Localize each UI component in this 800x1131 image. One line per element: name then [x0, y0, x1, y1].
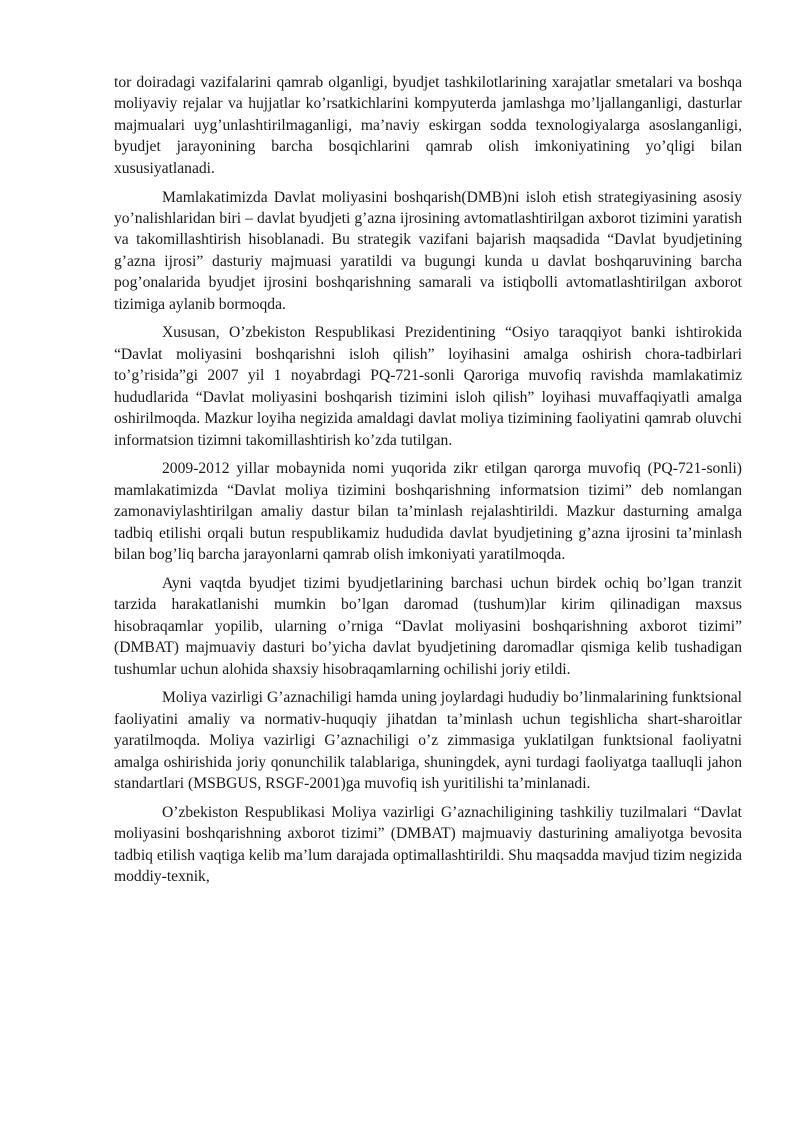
paragraph-continued: tor doiradagi vazifalarini qamrab olganligi, byudjet tashkilotlarining xarajatlar smetalari va boshqa moliyaviy rejalar va hujjatlar ko’rsatkichlarini kompyuterda jamlashga mo’ljallanganligi, dasturlar majmualari uyg’unlashtirilmaganligi, ma’naviy eskirgan sodda texnologiyalarga asoslanganligi, byudjet jarayonining barcha bosqichlarini qamrab olish imkoniyatining yo’qligi bilan xususiyatlanadi.	[114, 74, 742, 177]
paragraph: Moliya vazirligi G’aznachiligi hamda uning joylardagi hududiy bo’linmalarining funktsional faoliyatini amaliy va normativ-huquqiy jihatdan ta’minlash uchun tegishlicha shart-sharoitlar yaratilmoqda. Moliya vazirligi G’aznachiligi o’z zimmasiga yuklatilgan funktsional faoliyatni amalga oshirishida joriy qonunchilik talablariga, shuningdek, ayni turdagi faoliyatga taalluqli jahon standartlari (MSBGUS, RSGF-2001)ga muvofiq ish yuritilishi ta’minlanadi.	[114, 689, 742, 793]
paragraph: Mamlakatimizda Davlat moliyasini boshqarish(DMB)ni isloh etish strategiyasining asosiy yo’nalishlaridan biri – davlat byudjeti g’azna ijrosining avtomatlashtirilgan axborot tizimini yaratish va takomillashtirish hisoblanadi. Bu strategik vazifani bajarish maqsadida “Davlat byudjetining g’azna ijrosi” dasturiy majmuasi yaratildi va bugungi kunda u davlat boshqaruvining barcha pog’onalarida byudjet ijrosini boshqarishning samarali va istiqbolli avtomatlashtirilgan axborot tizimiga aylanib bormoqda.	[114, 188, 742, 313]
document-page	[114, 72, 742, 895]
paragraph: Xususan, O’zbekiston Respublikasi Prezidentining “Osiyo taraqqiyot banki ishtirokida “Davlat moliyasini boshqarishni isloh qilish” loyihasini amalga oshirish chora-tadbirlari to’g’risida”gi 2007 yil 1 noyabrdagi PQ-721-sonli Qaroriga muvofiq ravishda mamlakatimiz hududlarida “Davlat moliyasini boshqarish tizimini isloh qilish” loyihasi muvaffaqiyatli amalga oshirilmoqda. Mazkur loyiha negizida amaldagi davlat moliya tizimining faoliyatini qamrab oluvchi informatsion tizimni takomillashtirish ko’zda tutilgan.	[114, 324, 742, 449]
paragraph: 2009-2012 yillar mobaynida nomi yuqorida zikr etilgan qarorga muvofiq (PQ-721-sonli) mamlakatimizda “Davlat moliya tizimini boshqarishning informatsion tizimi” deb nomlangan zamonaviylashtirilgan amaliy dastur bilan ta’minlash rejalashtirildi. Mazkur dasturning amalga tadbiq etilishi orqali butun respublikamiz hududida davlat byudjetining g’azna ijrosini ta’minlash bilan bog’liq barcha jarayonlarni qamrab olish imkoniyati yaratilmoqda.	[114, 460, 742, 564]
paragraph: Ayni vaqtda byudjet tizimi byudjetlarining barchasi uchun birdek ochiq bo’lgan tranzit tarzida harakatlanishi mumkin bo’lgan daromad (tushum)lar kirim qilinadigan maxsus hisobraqamlar yopilib, ularning o’rniga “Davlat moliyasini boshqarishning axborot tizimi” (DMBAT) majmuaviy dasturi bo’yicha davlat byudjetining daromadlar qismiga kelib tushadigan tushumlar uchun alohida shaxsiy hisobraqamlarning ochilishi joriy etildi.	[114, 574, 742, 678]
paragraph: O’zbekiston Respublikasi Moliya vazirligi G’aznachiligining tashkiliy tuzilmalari “Davlat moliyasini boshqarishning axborot tizimi” (DMBAT) majmuaviy dasturining amaliyotga bevosita tadbiq etilish vaqtiga kelib ma’lum darajada optimallashtirildi. Shu maqsadda mavjud tizim negizida moddiy-texnik,	[114, 804, 742, 886]
